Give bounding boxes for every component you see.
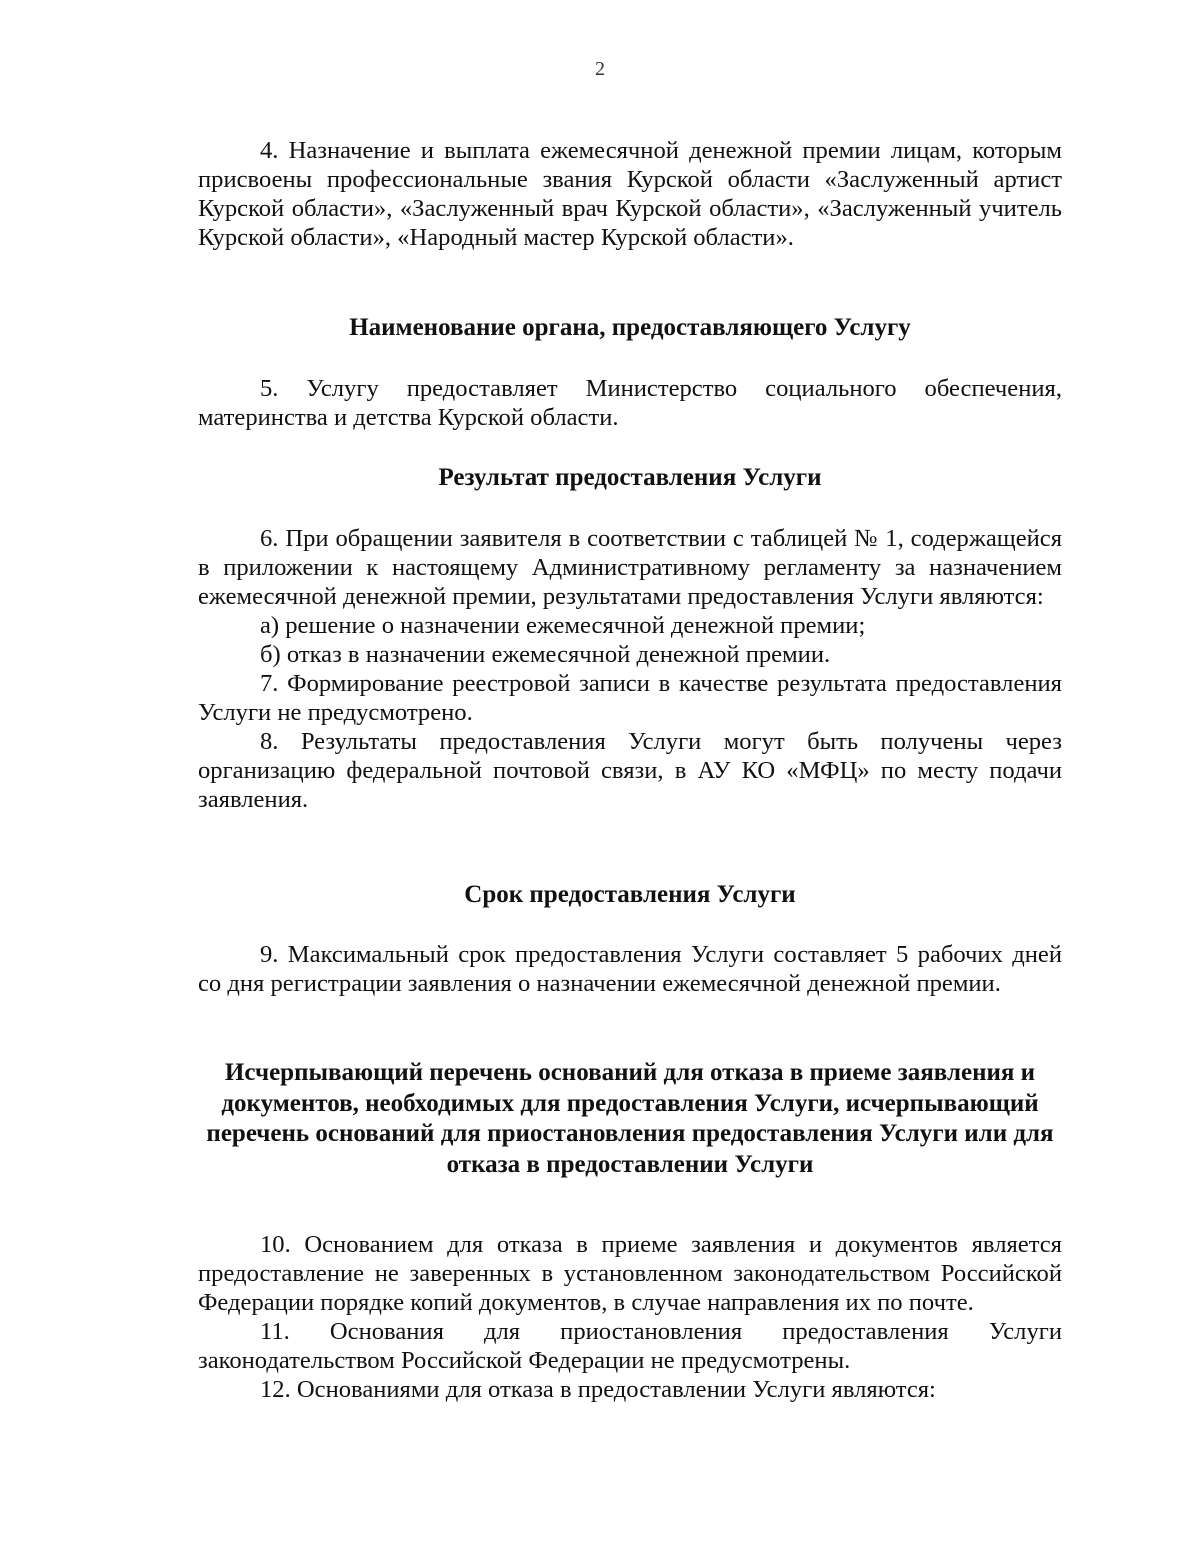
page-number: 2 [595,58,605,80]
paragraph-12: 12. Основаниями для отказа в предоставлении Услуги являются: [260,1376,936,1403]
heading-organ: Наименование органа, предоставляющего Услугу [349,314,911,341]
heading-result: Результат предоставления Услуги [438,464,822,491]
paragraph-6a: а) решение о назначении ежемесячной денежной премии; [260,612,866,639]
paragraph-5: 5. Услугу предоставляет Министерство социального обеспечения, материнства и детства Курской области. [198,375,1062,431]
paragraph-6b: б) отказ в назначении ежемесячной денежной премии. [260,641,831,668]
heading-term: Срок предоставления Услуги [464,881,796,908]
paragraph-4-block [198,136,1062,252]
paragraph-11: 11. Основания для приостановления предоставления Услуги законодательством Российской Федерации не предусмотрены. [198,1318,1062,1374]
paragraph-9-block [198,940,1062,998]
paragraph-7: 7. Формирование реестровой записи в качестве результата предоставления Услуги не предусмотрено. [198,670,1062,726]
paragraph-6: 6. При обращении заявителя в соответствии с таблицей № 1, содержащейся в приложении к настоящему Административному регламенту за назначением ежемесячной денежной премии, результатами предоставления Услуги являются: [198,525,1062,610]
paragraph-9: 9. Максимальный срок предоставления Услуги составляет 5 рабочих дней со дня регистрации заявления о назначении ежемесячной денежной премии. [198,941,1062,997]
paragraph-4: 4. Назначение и выплата ежемесячной денежной премии лицам, которым присвоены профессиональные звания Курской области «Заслуженный артист Курской области», «Заслуженный врач Курской области», «Заслуженный учитель Курской области», «Народный мастер Курской области». [198,137,1062,251]
paragraph-10: 10. Основанием для отказа в приеме заявления и документов является предоставление не заверенных в установленном законодательством Российской Федерации порядке копий документов, в случае направления их по почте. [198,1231,1062,1316]
paragraphs-6-8-block [198,524,1062,814]
paragraphs-10-12-block [198,1230,1062,1404]
heading-grounds: Исчерпывающий перечень оснований для отказа в приеме заявления и документов, необходимых для предоставления Услуги, исчерпывающий перечень оснований для приостановления предоставления Услуги или для отказа в предоставлении Услуги [206,1059,1054,1178]
paragraph-5-block [198,374,1062,432]
paragraph-8: 8. Результаты предоставления Услуги могут быть получены через организацию федеральной почтовой связи, в АУ КО «МФЦ» по месту подачи заявления. [198,728,1062,813]
